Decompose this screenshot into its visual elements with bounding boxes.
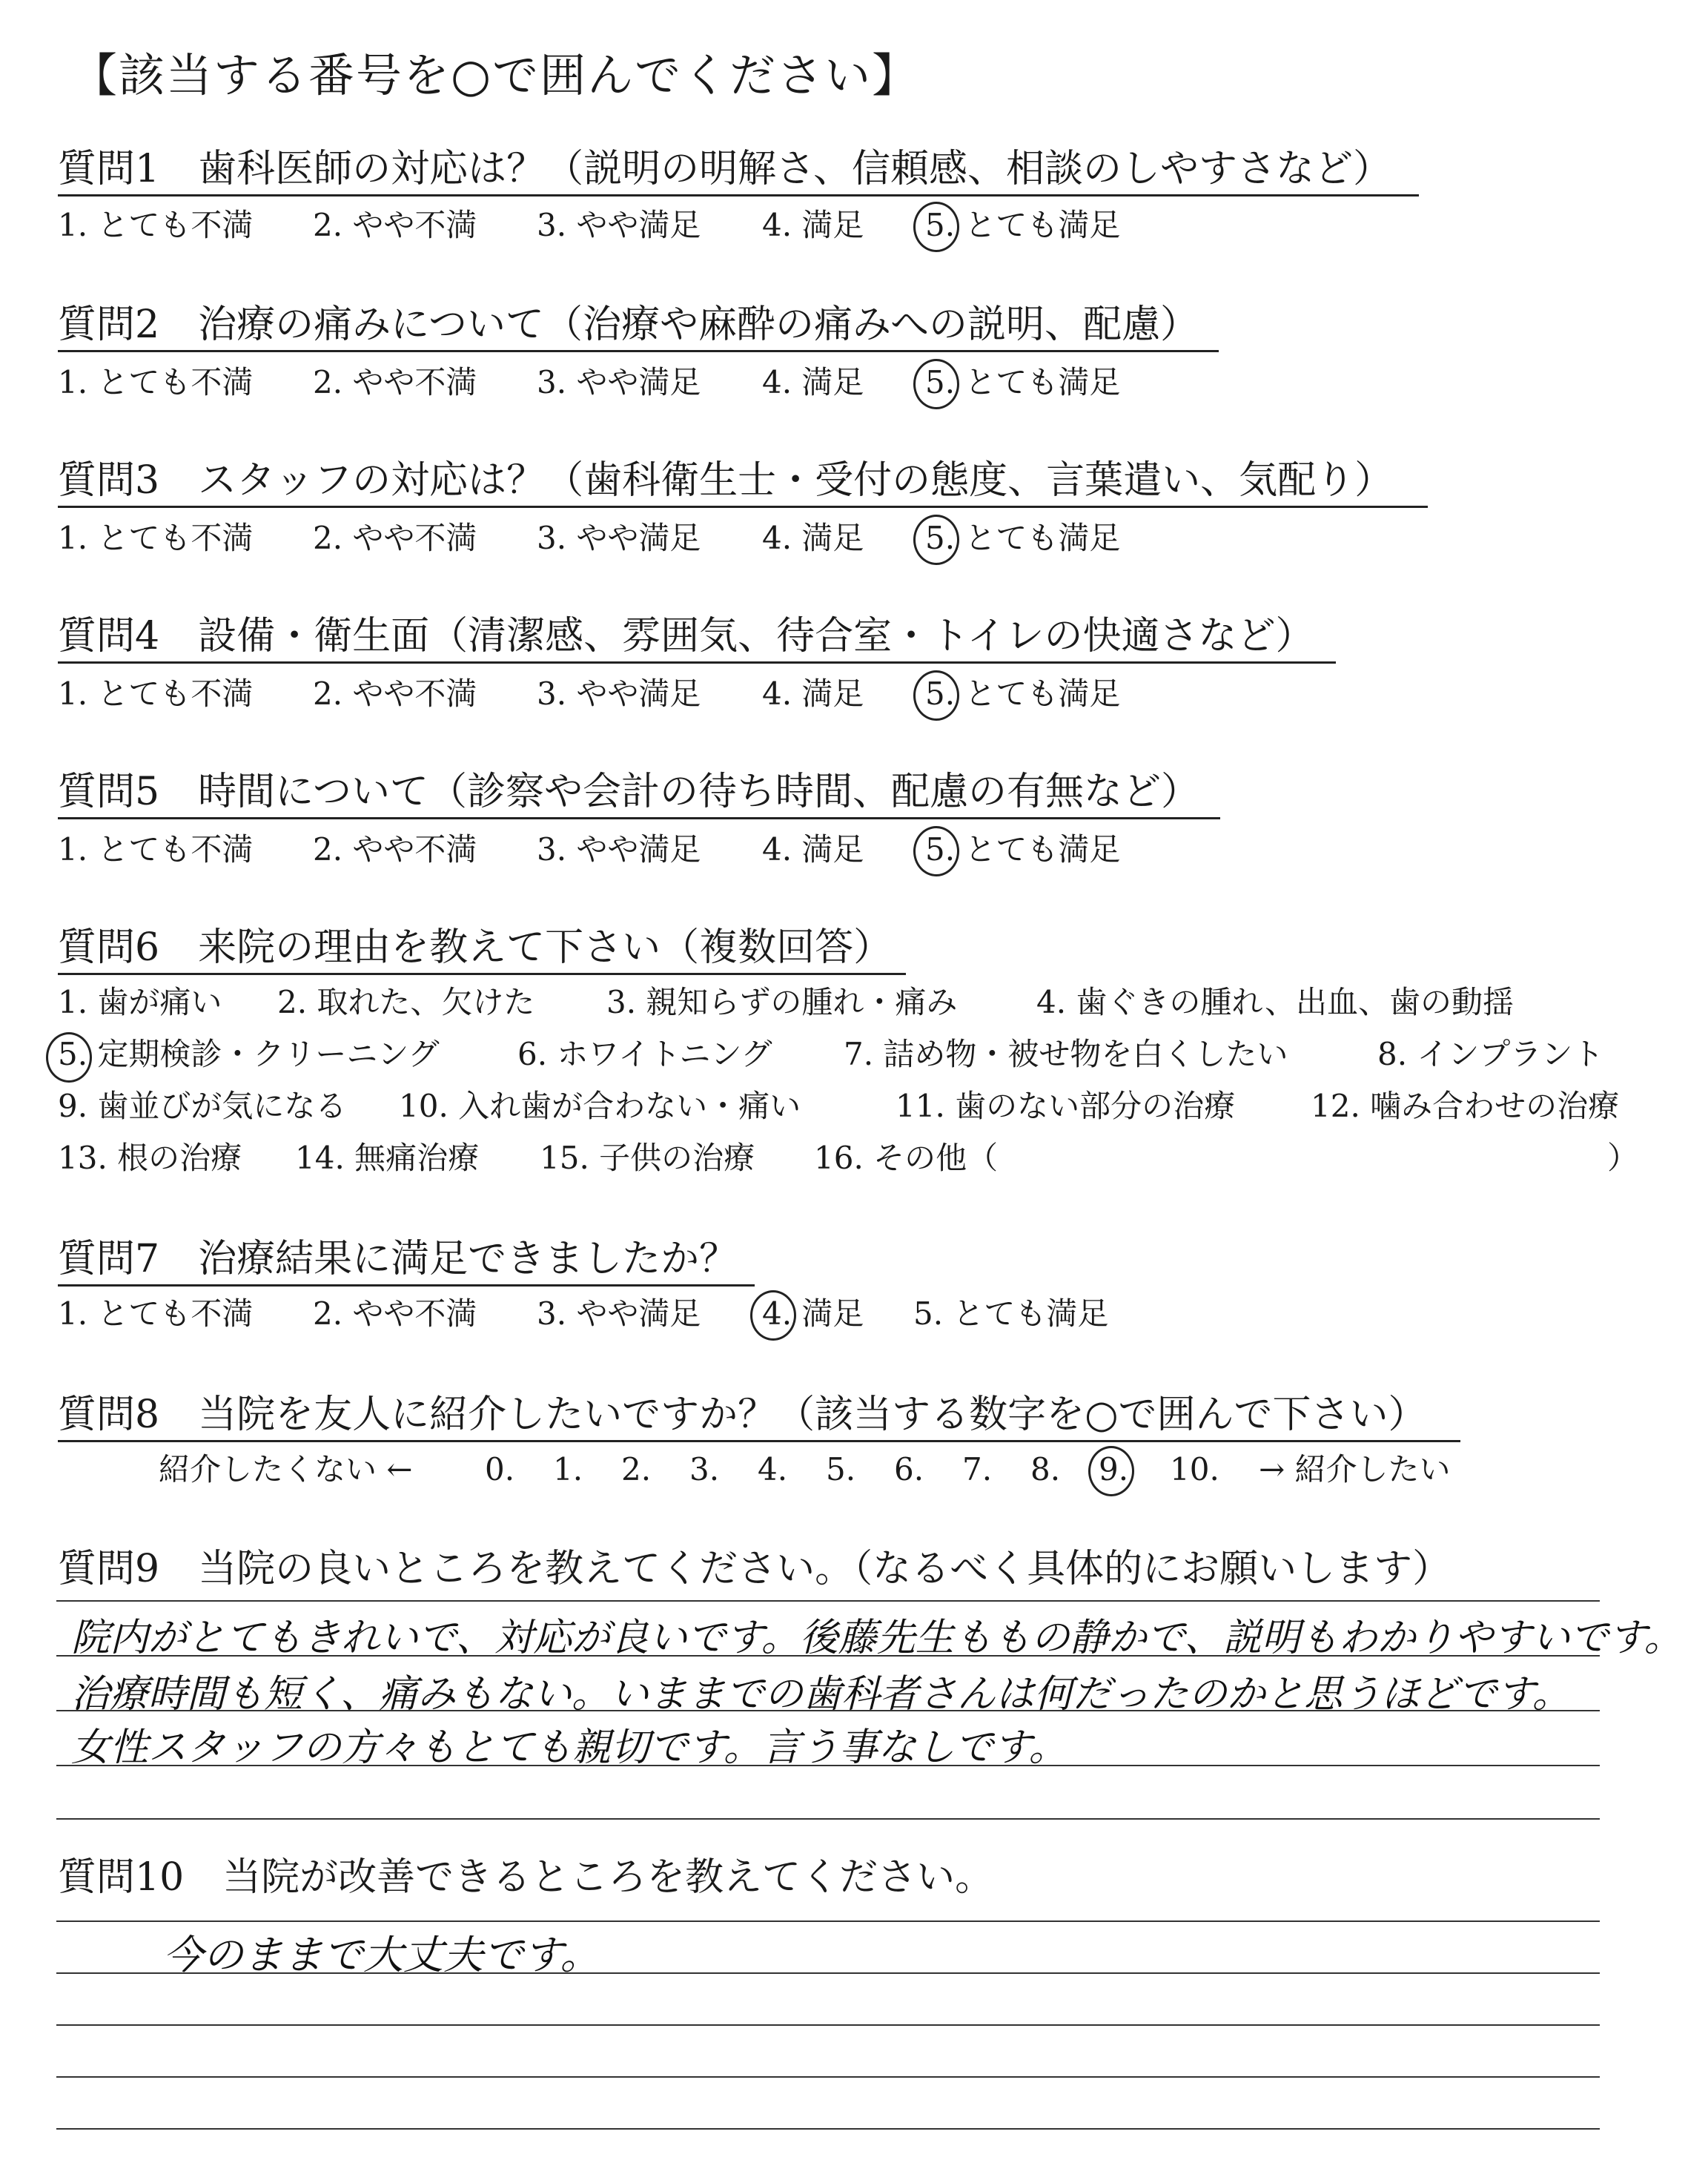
selection-circle [913,359,959,409]
option-2[interactable]: 2. やや不満 [313,1295,477,1332]
question-5-options [58,829,1170,871]
score-8[interactable]: 8. [1030,1451,1061,1487]
question-9-label: 質問9 当院の良いところを教えてください。（なるべく具体的にお願いします） [58,1547,1452,1591]
handwritten-answer-line-3: 女性スタッフの方々もとても親切です。言う事なしです。 [71,1725,1068,1770]
score-6[interactable]: 6. [894,1451,924,1487]
option-4[interactable]: 4. 満足 [762,207,864,243]
question-2-underline [58,350,1219,352]
other-close-paren: ） [1607,1140,1639,1176]
option-1[interactable]: 1. とても不満 [58,207,254,243]
question-6-underline [58,973,906,975]
option-5[interactable]: 5. とても満足 [925,207,1121,243]
selection-circle [913,202,959,252]
score-4[interactable]: 4. [758,1451,788,1487]
option-4[interactable]: 4. 満足 [762,364,864,400]
answer-line [56,2076,1600,2078]
reason-9[interactable]: 9. 歯並びが気になる [58,1088,347,1124]
handwritten-answer-line-1: 院内がとてもきれいで、対応が良いです。後藤先生ももの静かで、説明もわかりやすいです。 [71,1616,1683,1660]
reason-16[interactable]: 16. その他（ [814,1140,999,1176]
selection-circle [913,670,959,721]
option-2[interactable]: 2. やや不満 [313,207,477,243]
option-4[interactable]: 4. 満足 [762,1295,864,1332]
option-1[interactable]: 1. とても不満 [58,831,254,868]
option-3[interactable]: 3. やや満足 [537,207,701,243]
option-1[interactable]: 1. とても不満 [58,676,254,712]
scale-left-label: 紹介したくない ← [159,1451,413,1487]
score-5[interactable]: 5. [826,1451,856,1487]
question-6-options [58,982,1652,1189]
question-8-underline [58,1440,1460,1442]
reason-3[interactable]: 3. 親知らずの腫れ・痛み [606,984,958,1020]
answer-line [56,1920,1600,1922]
page-title: 【該当する番号を○で囲んでください】 [71,48,920,102]
question-8-scale [159,1449,1493,1493]
score-0[interactable]: 0. [485,1451,515,1487]
option-5[interactable]: 5. とても満足 [925,364,1121,400]
option-2[interactable]: 2. やや不満 [313,520,477,556]
reason-12[interactable]: 12. 噛み合わせの治療 [1311,1088,1620,1124]
option-4[interactable]: 4. 満足 [762,831,864,868]
reason-10[interactable]: 10. 入れ歯が合わない・痛い [399,1088,801,1124]
selection-circle [1088,1446,1134,1496]
option-1[interactable]: 1. とても不満 [58,1295,254,1332]
question-4-underline [58,661,1336,664]
question-2-label: 質問2 治療の痛みについて（治療や麻酔の痛みへの説明、配慮） [58,303,1199,347]
score-10[interactable]: 10. [1170,1451,1219,1487]
question-1-underline [58,194,1419,196]
question-6-label: 質問6 来院の理由を教えて下さい（複数回答） [58,925,893,970]
answer-line [56,1600,1600,1602]
option-3[interactable]: 3. やや満足 [537,364,701,400]
option-3[interactable]: 3. やや満足 [537,676,701,712]
option-1[interactable]: 1. とても不満 [58,520,254,556]
handwritten-answer-line-2: 治療時間も短く、痛みもない。いままでの歯科者さんは何だったのかと思うほどです。 [71,1672,1571,1717]
selection-circle [46,1032,92,1083]
reason-15[interactable]: 15. 子供の治療 [540,1140,755,1176]
question-4-label: 質問4 設備・衛生面（清潔感、雰囲気、待合室・トイレの快適さなど） [58,614,1314,658]
reason-6[interactable]: 6. ホワイトニング [517,1036,772,1072]
question-7-underline [58,1284,755,1287]
score-7[interactable]: 7. [962,1451,993,1487]
score-1[interactable]: 1. [553,1451,583,1487]
reason-11[interactable]: 11. 歯のない部分の治療 [896,1088,1236,1124]
option-4[interactable]: 4. 満足 [762,520,864,556]
handwritten-answer-line-1: 今のままで大丈夫です。 [163,1932,600,1978]
score-3[interactable]: 3. [689,1451,720,1487]
reason-5[interactable]: 5. 定期検診・クリーニング [58,1036,440,1072]
option-2[interactable]: 2. やや不満 [313,676,477,712]
selection-circle [913,826,959,876]
option-3[interactable]: 3. やや満足 [537,1295,701,1332]
question-1-options [58,205,1170,246]
option-2[interactable]: 2. やや不満 [313,364,477,400]
score-9[interactable]: 9. [1099,1451,1129,1487]
question-3-underline [58,506,1428,508]
reason-7[interactable]: 7. 詰め物・被せ物を白くしたい [844,1036,1288,1072]
question-8-label: 質問8 当院を友人に紹介したいですか？（該当する数字を○で囲んで下さい） [58,1393,1427,1437]
option-3[interactable]: 3. やや満足 [537,520,701,556]
question-1-label: 質問1 歯科医師の対応は？（説明の明解さ、信頼感、相談のしやすさなど） [58,147,1392,191]
selection-circle [750,1290,796,1341]
question-3-options [58,518,1170,559]
question-7-label: 質問7 治療結果に満足できましたか？ [58,1237,738,1281]
reason-4[interactable]: 4. 歯ぐきの腫れ、出血、歯の動揺 [1036,984,1514,1020]
selection-circle [913,515,959,565]
option-5[interactable]: 5. とても満足 [913,1295,1109,1332]
option-4[interactable]: 4. 満足 [762,676,864,712]
reason-13[interactable]: 13. 根の治療 [58,1140,242,1176]
reason-8[interactable]: 8. インプラント [1377,1036,1604,1072]
option-3[interactable]: 3. やや満足 [537,831,701,868]
option-2[interactable]: 2. やや不満 [313,831,477,868]
answer-line [56,1818,1600,1820]
option-1[interactable]: 1. とても不満 [58,364,254,400]
answer-line [56,2128,1600,2130]
option-5[interactable]: 5. とても満足 [925,831,1121,868]
scale-right-label: → 紹介したい [1259,1451,1451,1487]
question-10-label: 質問10 当院が改善できるところを教えてください。 [58,1855,994,1900]
reason-1[interactable]: 1. 歯が痛い [58,984,222,1020]
reason-2[interactable]: 2. 取れた、欠けた [277,984,535,1020]
reason-14[interactable]: 14. 無痛治療 [295,1140,480,1176]
question-2-options [58,362,1170,403]
question-7-options [58,1293,1170,1335]
answer-line [56,2024,1600,2026]
question-5-label: 質問5 時間について（診察や会計の待ち時間、配慮の有無など） [58,770,1200,814]
option-5[interactable]: 5. とても満足 [925,676,1121,712]
score-2[interactable]: 2. [621,1451,652,1487]
question-4-options [58,673,1170,715]
question-3-label: 質問3 スタッフの対応は？（歯科衛生士・受付の態度、言葉遣い、気配り） [58,458,1394,503]
option-5[interactable]: 5. とても満足 [925,520,1121,556]
question-5-underline [58,817,1220,819]
